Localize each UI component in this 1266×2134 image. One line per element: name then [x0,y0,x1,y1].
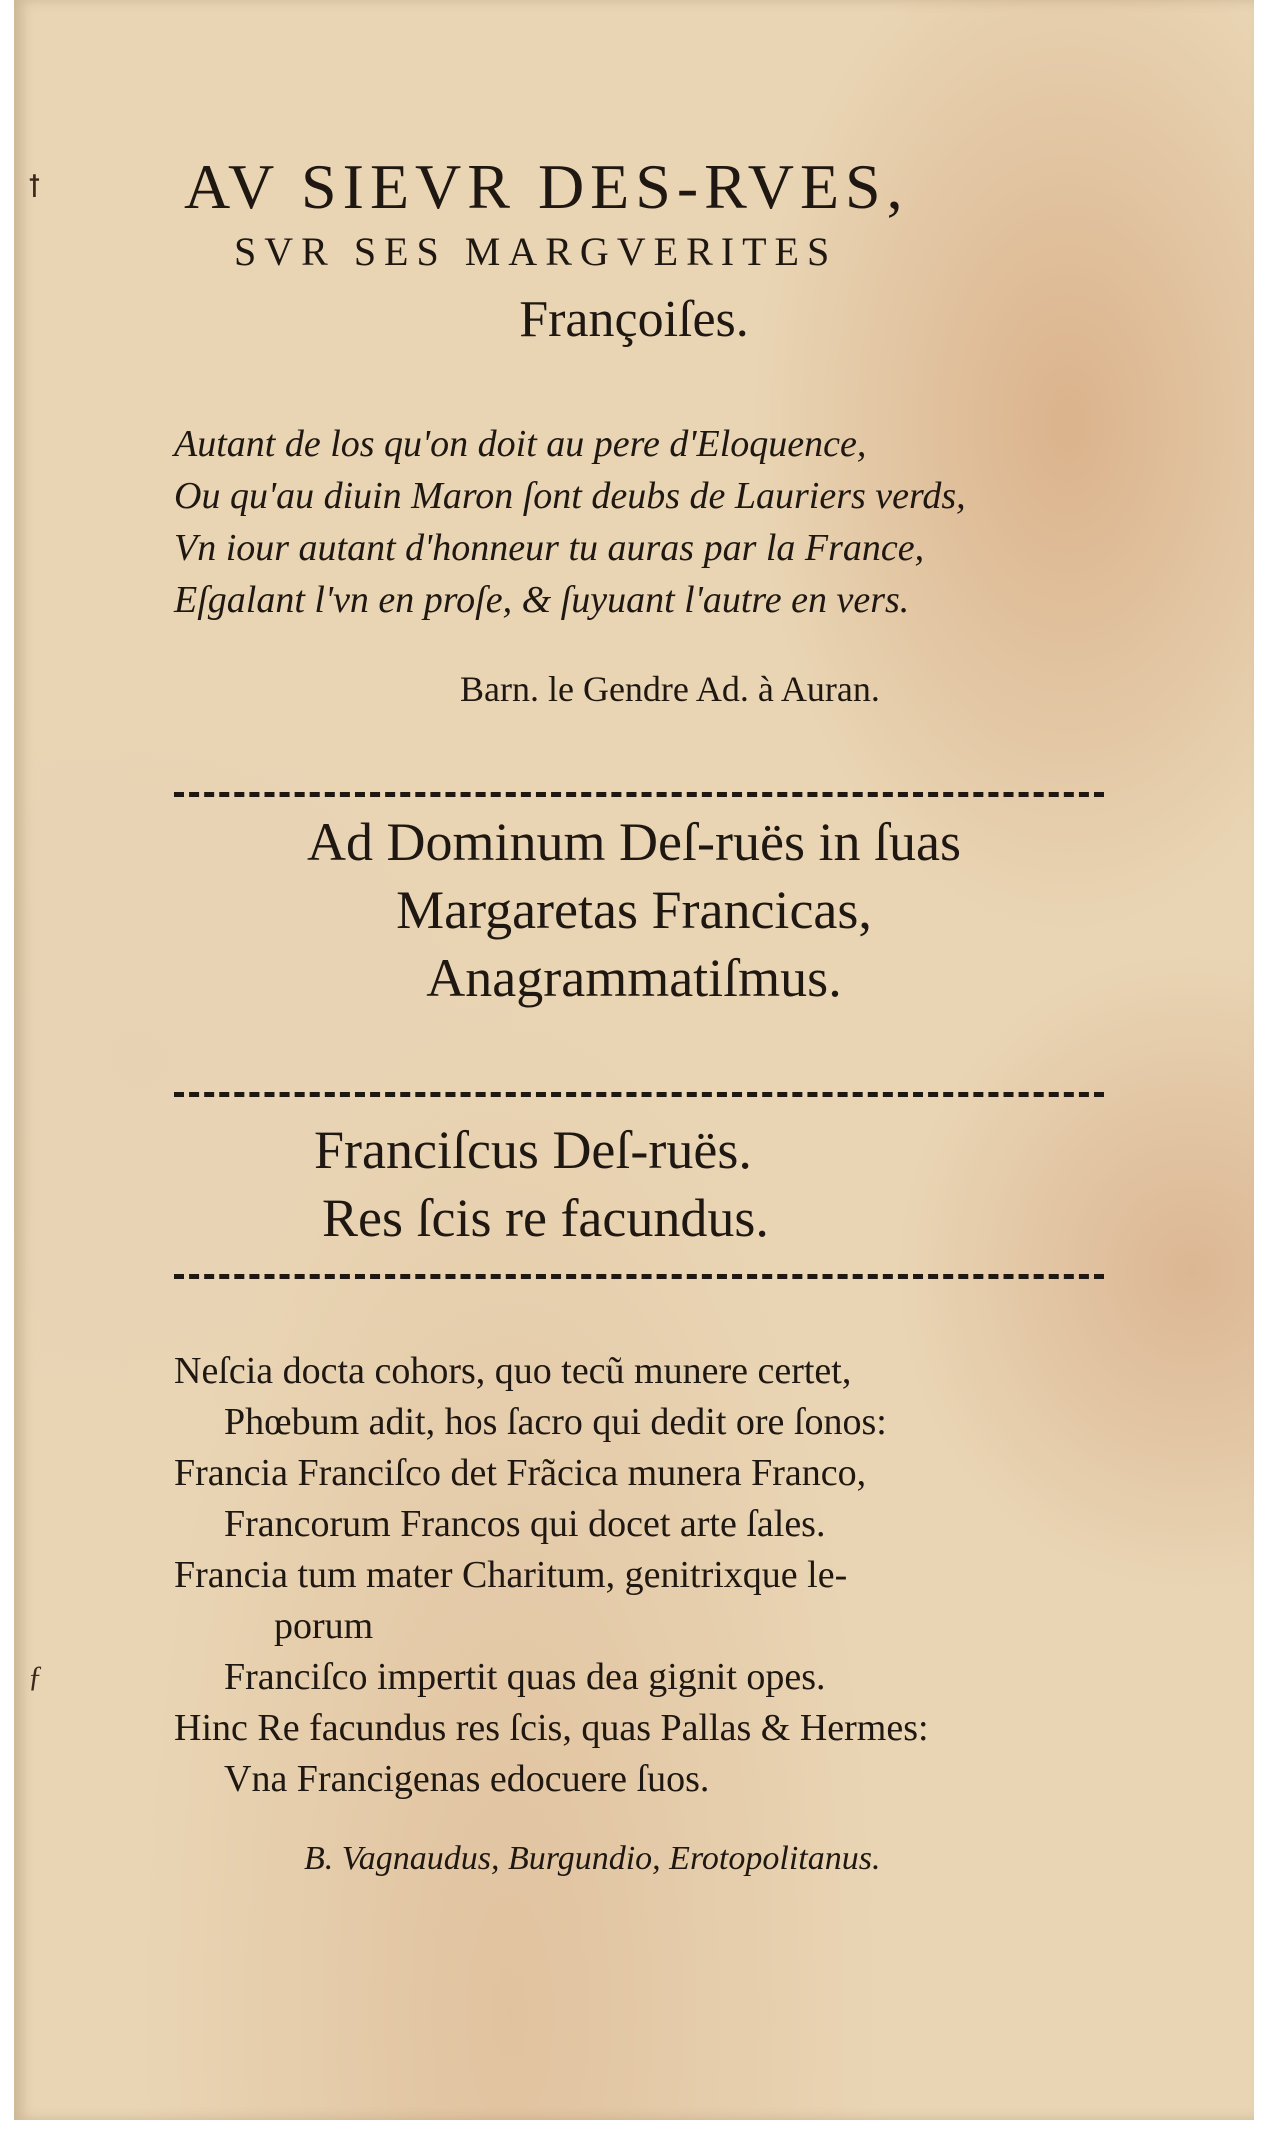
book-page [14,0,1254,2120]
latin-heading-line: Ad Dominum Deſ-ruës in ſuas [307,812,961,872]
verse-line: Franciſco impertit quas dea gignit opes. [224,1656,826,1698]
verse-line: Vn iour autant d'honneur tu auras par la France, [174,527,925,569]
divider-rule [174,1274,1104,1279]
page-title-line-3: Françoiſes. [519,291,749,348]
verse-line: Francia tum mater Charitum, genitrixque le- [174,1554,848,1596]
verse-line: porum [274,1605,374,1647]
anagram-name: Franciſcus Deſ-ruës. [314,1120,752,1180]
verse-line: Neſcia docta cohors, quo tecũ munere certet, [174,1350,852,1392]
verse-line: Autant de los qu'on doit au pere d'Eloquence, [174,423,867,465]
margin-mark: ꝉ [28,171,41,204]
page-title-line-2: SVR SES MARGVERITES [234,229,838,274]
verse-line: Hinc Re facundus res ſcis, quas Pallas & Hermes: [174,1707,929,1749]
latin-heading-line: Margaretas Francicas, [396,880,872,940]
latin-signature: B. Vagnaudus, Burgundio, Erotopolitanus. [304,1840,881,1877]
verse-line: Eſgalant l'vn en proſe, & ſuyuant l'autre en vers. [174,579,910,621]
french-verse [174,418,1074,626]
french-signature: Barn. le Gendre Ad. à Auran. [460,669,880,709]
divider-rule [174,792,1104,797]
anagram-block [314,1116,769,1252]
latin-verse [174,1346,1134,1805]
verse-line: Vna Francigenas edocuere ſuos. [224,1758,710,1800]
divider-rule [174,1092,1104,1097]
page-title-line-1: AV SIEVR DES-RVES, [184,151,909,222]
margin-mark: ƒ [28,1660,43,1693]
latin-heading-line: Anagrammatiſmus. [426,948,842,1008]
verse-line: Francorum Francos qui docet arte ſales. [224,1503,826,1545]
latin-heading [14,808,1254,1012]
verse-line: Phœbum adit, hos ſacro qui dedit ore ſonos: [224,1401,887,1443]
verse-line: Francia Franciſco det Frãcica munera Franco, [174,1452,867,1494]
verse-line: Ou qu'au diuin Maron ſont deubs de Lauriers verds, [174,475,966,517]
anagram-result: Res ſcis re facundus. [322,1188,769,1248]
